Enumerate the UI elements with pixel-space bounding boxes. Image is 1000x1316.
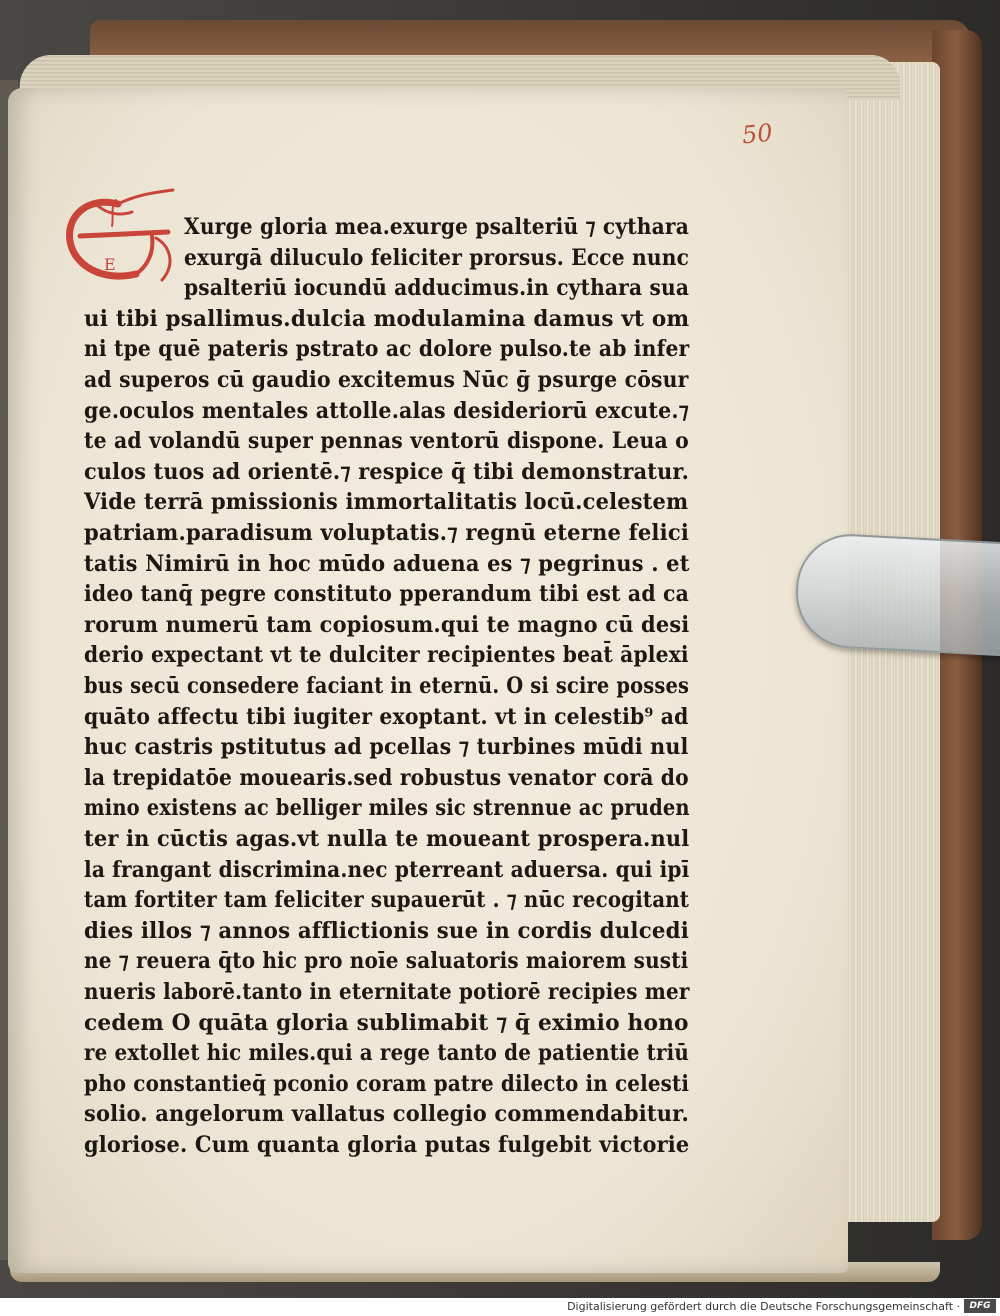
glass-bookmark-weight [793,531,1000,658]
text-line: cedem O quāta gloria sublimabit ⁊ q̄ eximio hono [84,1009,689,1036]
text-line: te ad volandū super pennas ventorū dispone. Leua o [84,428,689,455]
red-initial-e [58,186,188,286]
text-line: exurgā diluculo feliciter prorsus. Ecce nunc [184,244,690,271]
dfg-logo: DFG [964,1299,996,1313]
text-line: ge.oculos mentales attolle.alas desideriorū excute.⁊ [84,397,690,424]
text-line: dies illos ⁊ annos afflictionis sue in cordis dulcedi [84,917,689,944]
text-line: ne ⁊ reuera q̄to hic pro noīe saluatoris maiorem susti [84,948,689,975]
text-line: la frangant discrimina.nec pterreant aduersa. qui ipī [84,856,690,883]
folio-number: 50 [740,118,774,150]
text-line: mino existens ac belliger miles sic strennue ac pruden [84,795,690,822]
text-line: bus secū consedere faciant in eternū. O si scire posses [84,673,690,699]
text-line: culos tuos ad orientē.⁊ respice q̄ tibi demonstratur. [84,458,690,485]
text-line: la trepidatōe mouearis.sed robustus venator corā do [84,764,689,791]
text-line: tatis Nimirū in hoc mūdo aduena es ⁊ pegrinus . et [84,550,690,577]
text-line: pho constantieq̄ pconio coram patre dilecto in celesti [84,1070,690,1097]
text-line: nueris laborē.tanto in eternitate potiorē recipies mer [84,979,690,1005]
text-line: solio. angelorum vallatus collegio commendabitur. [84,1101,689,1128]
text-line: patriam.paradisum voluptatis.⁊ regnū eterne felici [84,520,690,546]
text-line: ad superos cū gaudio excitemus Nūc ḡ psurge cōsur [84,367,689,393]
text-line: Xurge gloria mea.exurge psalteriū ⁊ cythara [184,214,689,240]
text-line: psalteriū iocundū adducimus.in cythara sua [184,275,690,302]
text-line: rorum numerū tam copiosum.qui te magno cū desi [84,611,690,638]
text-line: ideo tanq̄ pegre constituto pperandum tibi est ad ca [84,581,690,608]
text-line: ni tpe quē pateris pstrato ac dolore pulso.te ab infer [84,336,690,363]
text-line: re extollet hic miles.qui a rege tanto de patientie triū [84,1040,689,1067]
text-line: Vide terrā pmissionis immortalitatis locū.celestem [84,489,689,516]
text-line: huc castris pstitutus ad pcellas ⁊ turbines mūdi nul [84,734,689,761]
svg-text:E: E [104,255,116,274]
text-line: quāto affectu tibi iugiter exoptant. vt in celestib⁹ ad [84,703,689,730]
text-line: gloriose. Cum quanta gloria putas fulgebit victorie [84,1132,690,1158]
text-line: ter in cūctis agas.vt nulla te moueant prospera.nul [84,826,690,852]
text-line: tam fortiter tam feliciter supauerūt . ⁊ nūc recogitant [84,887,690,914]
text-line: derio expectant vt te dulciter recipientes beat̄ āplexi [84,642,689,669]
text-line: ui tibi psallimus.dulcia modulamina damus vt om [84,305,690,332]
footer-credit: Digitalisierung gefördert durch die Deutsche Forschungsgemeinschaft · [567,1300,960,1313]
